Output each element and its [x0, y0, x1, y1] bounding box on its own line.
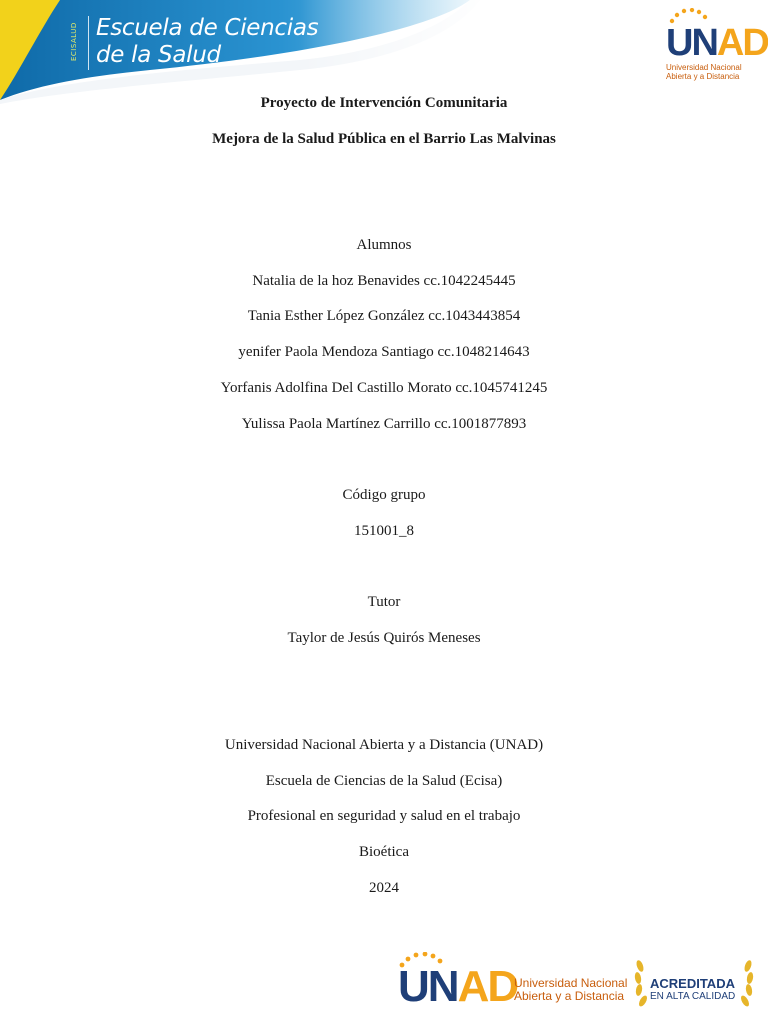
- logo-wordmark-ad: AD: [716, 22, 768, 64]
- banner-title-line2: de la Salud: [96, 42, 221, 68]
- logo-subtitle-line2: Abierta y a Distancia: [514, 989, 625, 1003]
- accreditation-line2: EN ALTA CALIDAD: [650, 991, 736, 1002]
- logo-wordmark-ad: AD: [457, 962, 518, 1011]
- logo-wordmark: [666, 22, 768, 65]
- tutor-name: Taylor de Jesús Quirós Meneses: [287, 630, 481, 646]
- banner-side-label: ECISALUD: [70, 22, 78, 62]
- tutor-heading: Tutor: [367, 594, 401, 610]
- group-heading: Código grupo: [342, 487, 426, 503]
- course-name: Bioética: [359, 844, 409, 860]
- student-name: Yulissa Paola Martínez Carrillo cc.1001877893: [241, 416, 527, 432]
- unad-logo-header: [662, 8, 768, 81]
- student-name: yenifer Paola Mendoza Santiago cc.1048214643: [238, 344, 530, 360]
- school-name: Escuela de Ciencias de la Salud (Ecisa): [265, 773, 503, 789]
- header-banner: [0, 0, 480, 104]
- logo-wordmark-un: UN: [666, 22, 717, 64]
- student-name: Natalia de la hoz Benavides cc.1042245445: [252, 273, 516, 289]
- accreditation-badge: [632, 954, 756, 1010]
- institution-name: Universidad Nacional Abierta y a Distancia (UNAD): [224, 737, 544, 753]
- students-heading: Alumnos: [356, 237, 412, 253]
- logo-subtitle-line1: Universidad Nacional: [514, 976, 628, 990]
- logo-subtitle-line1: Universidad Nacional: [666, 63, 742, 72]
- document-year: 2024: [369, 880, 399, 896]
- student-name: Tania Esther López González cc.1043443854: [247, 308, 521, 324]
- logo-wordmark-un: UN: [398, 962, 458, 1011]
- accreditation-line1: ACREDITADA: [650, 976, 735, 991]
- group-code: 151001_8: [354, 523, 414, 539]
- unad-logo-footer: [396, 952, 756, 1012]
- banner-divider: [88, 16, 89, 70]
- document-title: Proyecto de Intervención Comunitaria: [260, 95, 508, 111]
- program-name: Profesional en seguridad y salud en el trabajo: [247, 808, 521, 824]
- banner-title-line1: Escuela de Ciencias: [96, 15, 319, 41]
- logo-subtitle-line2: Abierta y a Distancia: [666, 72, 740, 81]
- student-name: Yorfanis Adolfina Del Castillo Morato cc.1045741245: [220, 380, 548, 396]
- logo-wordmark: [398, 962, 517, 1012]
- document-subtitle: Mejora de la Salud Pública en el Barrio Las Malvinas: [212, 131, 556, 147]
